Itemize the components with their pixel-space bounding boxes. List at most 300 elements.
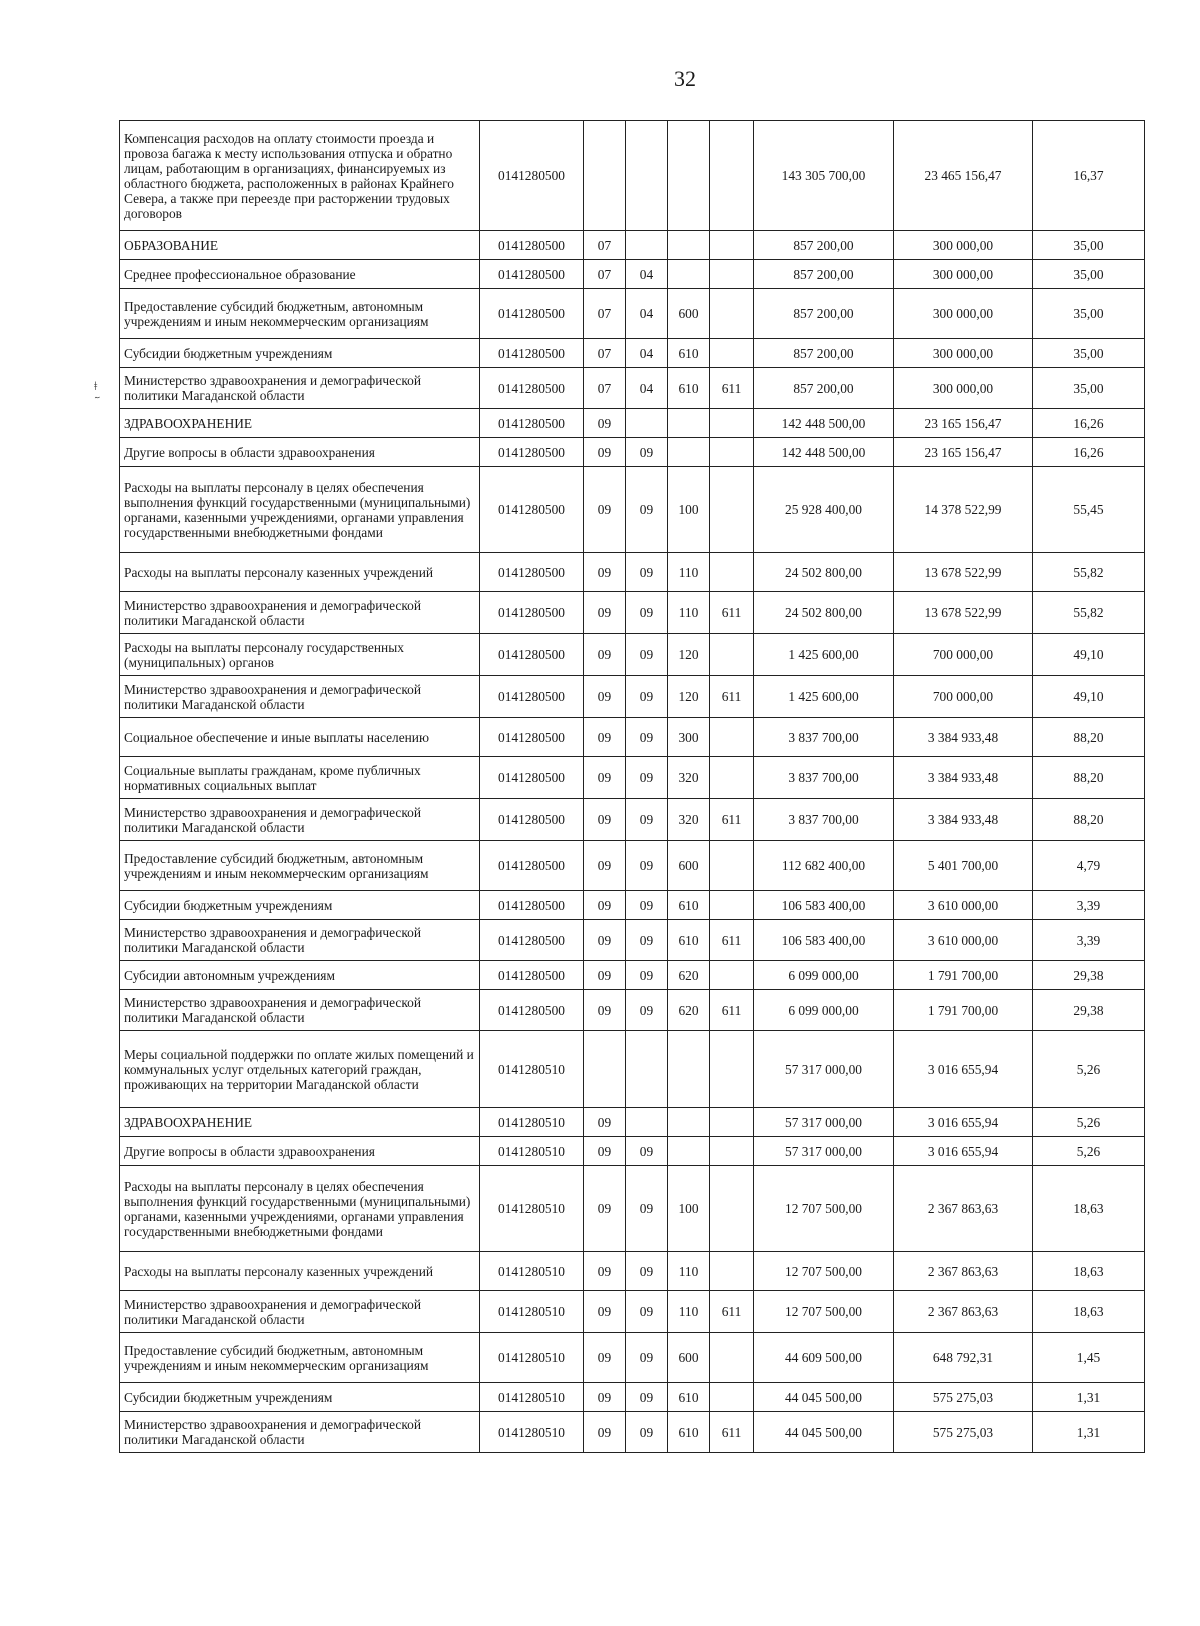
code-cell: 0141280500 (480, 676, 584, 718)
plan-amount-cell: 24 502 800,00 (754, 553, 894, 592)
name-cell: Министерство здравоохранения и демографической политики Магаданской области (120, 920, 480, 961)
fact-amount-cell: 3 384 933,48 (894, 718, 1033, 757)
fact-amount-cell: 23 465 156,47 (894, 121, 1033, 231)
expense-type-cell: 100 (668, 467, 710, 553)
fact-amount-cell: 300 000,00 (894, 260, 1033, 289)
code-cell: 0141280500 (480, 757, 584, 799)
subsection-cell: 04 (626, 260, 668, 289)
percent-cell: 5,26 (1033, 1031, 1145, 1108)
code-cell: 0141280500 (480, 467, 584, 553)
table-row (120, 1252, 1145, 1291)
section-cell: 09 (584, 592, 626, 634)
expense-type-cell (668, 409, 710, 438)
name-cell: Компенсация расходов на оплату стоимости проезда и провоза багажа к месту использования отпуска и обратно лицам, работающим в организациях, финансируемых из областного бюджета, расположенных в районах Крайнего Севера, а также при переезде при расторжении трудовых договоров (120, 121, 480, 231)
plan-amount-cell: 106 583 400,00 (754, 891, 894, 920)
plan-amount-cell: 857 200,00 (754, 339, 894, 368)
name-cell: Предоставление субсидий бюджетным, автономным учреждениям и иным некоммерческим организациям (120, 841, 480, 891)
fact-amount-cell: 13 678 522,99 (894, 592, 1033, 634)
name-cell: Министерство здравоохранения и демографической политики Магаданской области (120, 1412, 480, 1453)
code-cell: 0141280500 (480, 553, 584, 592)
percent-cell: 29,38 (1033, 990, 1145, 1031)
plan-amount-cell: 3 837 700,00 (754, 718, 894, 757)
section-cell: 09 (584, 634, 626, 676)
fact-amount-cell: 575 275,03 (894, 1383, 1033, 1412)
fact-amount-cell: 23 165 156,47 (894, 438, 1033, 467)
plan-amount-cell: 3 837 700,00 (754, 757, 894, 799)
table-row (120, 1333, 1145, 1383)
section-cell: 09 (584, 676, 626, 718)
expense-type-cell: 610 (668, 1383, 710, 1412)
section-cell: 07 (584, 289, 626, 339)
table-row (120, 368, 1145, 409)
percent-cell: 88,20 (1033, 799, 1145, 841)
section-cell: 07 (584, 260, 626, 289)
name-cell: Социальные выплаты гражданам, кроме публичных нормативных социальных выплат (120, 757, 480, 799)
name-cell: Социальное обеспечение и иные выплаты населению (120, 718, 480, 757)
fact-amount-cell: 2 367 863,63 (894, 1166, 1033, 1252)
administrator-cell (710, 757, 754, 799)
subsection-cell: 04 (626, 368, 668, 409)
administrator-cell (710, 1166, 754, 1252)
code-cell: 0141280500 (480, 339, 584, 368)
administrator-cell (710, 1137, 754, 1166)
expense-type-cell: 100 (668, 1166, 710, 1252)
administrator-cell (710, 1108, 754, 1137)
fact-amount-cell: 3 384 933,48 (894, 757, 1033, 799)
administrator-cell (710, 1252, 754, 1291)
section-cell: 09 (584, 467, 626, 553)
name-cell: Другие вопросы в области здравоохранения (120, 1137, 480, 1166)
section-cell: 09 (584, 1108, 626, 1137)
table-row (120, 1108, 1145, 1137)
code-cell: 0141280500 (480, 634, 584, 676)
percent-cell: 35,00 (1033, 289, 1145, 339)
plan-amount-cell: 857 200,00 (754, 231, 894, 260)
plan-amount-cell: 142 448 500,00 (754, 438, 894, 467)
name-cell: Министерство здравоохранения и демографической политики Магаданской области (120, 592, 480, 634)
name-cell: Министерство здравоохранения и демографической политики Магаданской области (120, 676, 480, 718)
expense-type-cell: 110 (668, 1252, 710, 1291)
expense-type-cell (668, 1137, 710, 1166)
name-cell: Министерство здравоохранения и демографической политики Магаданской области (120, 1291, 480, 1333)
table-row (120, 634, 1145, 676)
section-cell: 09 (584, 920, 626, 961)
code-cell: 0141280500 (480, 368, 584, 409)
plan-amount-cell: 857 200,00 (754, 368, 894, 409)
administrator-cell (710, 231, 754, 260)
table-row (120, 1412, 1145, 1453)
plan-amount-cell: 44 045 500,00 (754, 1412, 894, 1453)
table-row (120, 438, 1145, 467)
fact-amount-cell: 3 610 000,00 (894, 920, 1033, 961)
subsection-cell: 09 (626, 1383, 668, 1412)
expense-type-cell: 610 (668, 891, 710, 920)
table-row (120, 1137, 1145, 1166)
percent-cell: 49,10 (1033, 676, 1145, 718)
percent-cell: 4,79 (1033, 841, 1145, 891)
code-cell: 0141280510 (480, 1166, 584, 1252)
name-cell: Расходы на выплаты персоналу в целях обеспечения выполнения функций государственными (муниципальными) органами, казенными учреждениями, органами управления государственными внебюджетными фондами (120, 467, 480, 553)
name-cell: Предоставление субсидий бюджетным, автономным учреждениям и иным некоммерческим организациям (120, 1333, 480, 1383)
code-cell: 0141280500 (480, 289, 584, 339)
plan-amount-cell: 857 200,00 (754, 289, 894, 339)
code-cell: 0141280500 (480, 409, 584, 438)
section-cell (584, 1031, 626, 1108)
expense-type-cell: 320 (668, 799, 710, 841)
table-row (120, 1291, 1145, 1333)
subsection-cell: 09 (626, 920, 668, 961)
table-row (120, 1031, 1145, 1108)
expense-type-cell: 110 (668, 1291, 710, 1333)
plan-amount-cell: 12 707 500,00 (754, 1166, 894, 1252)
subsection-cell: 09 (626, 1137, 668, 1166)
table-row (120, 841, 1145, 891)
administrator-cell (710, 961, 754, 990)
subsection-cell: 09 (626, 841, 668, 891)
plan-amount-cell: 12 707 500,00 (754, 1291, 894, 1333)
percent-cell: 3,39 (1033, 891, 1145, 920)
plan-amount-cell: 112 682 400,00 (754, 841, 894, 891)
expense-type-cell: 610 (668, 368, 710, 409)
subsection-cell: 09 (626, 553, 668, 592)
code-cell: 0141280500 (480, 961, 584, 990)
subsection-cell: 09 (626, 1333, 668, 1383)
administrator-cell (710, 891, 754, 920)
plan-amount-cell: 3 837 700,00 (754, 799, 894, 841)
subsection-cell: 09 (626, 438, 668, 467)
percent-cell: 35,00 (1033, 231, 1145, 260)
administrator-cell: 611 (710, 799, 754, 841)
expense-type-cell: 110 (668, 553, 710, 592)
table-row (120, 757, 1145, 799)
table-row (120, 891, 1145, 920)
name-cell: Расходы на выплаты персоналу казенных учреждений (120, 553, 480, 592)
administrator-cell (710, 438, 754, 467)
fact-amount-cell: 700 000,00 (894, 676, 1033, 718)
table-row (120, 553, 1145, 592)
administrator-cell (710, 1383, 754, 1412)
administrator-cell (710, 1333, 754, 1383)
name-cell: Расходы на выплаты персоналу государственных (муниципальных) органов (120, 634, 480, 676)
expense-type-cell (668, 231, 710, 260)
name-cell: Субсидии бюджетным учреждениям (120, 1383, 480, 1412)
margin-mark: ǂ (94, 378, 98, 393)
table-row (120, 409, 1145, 438)
fact-amount-cell: 1 791 700,00 (894, 990, 1033, 1031)
name-cell: Другие вопросы в области здравоохранения (120, 438, 480, 467)
table-row (120, 260, 1145, 289)
subsection-cell: 09 (626, 891, 668, 920)
fact-amount-cell: 3 384 933,48 (894, 799, 1033, 841)
plan-amount-cell: 1 425 600,00 (754, 676, 894, 718)
code-cell: 0141280510 (480, 1137, 584, 1166)
percent-cell: 88,20 (1033, 757, 1145, 799)
administrator-cell: 611 (710, 1291, 754, 1333)
subsection-cell: 09 (626, 592, 668, 634)
fact-amount-cell: 700 000,00 (894, 634, 1033, 676)
percent-cell: 1,45 (1033, 1333, 1145, 1383)
percent-cell: 16,26 (1033, 409, 1145, 438)
expense-type-cell: 120 (668, 676, 710, 718)
section-cell: 09 (584, 1137, 626, 1166)
administrator-cell (710, 121, 754, 231)
code-cell: 0141280510 (480, 1333, 584, 1383)
section-cell: 09 (584, 1383, 626, 1412)
fact-amount-cell: 23 165 156,47 (894, 409, 1033, 438)
name-cell: Субсидии автономным учреждениям (120, 961, 480, 990)
code-cell: 0141280500 (480, 231, 584, 260)
code-cell: 0141280500 (480, 438, 584, 467)
table-row (120, 920, 1145, 961)
percent-cell: 5,26 (1033, 1108, 1145, 1137)
administrator-cell (710, 339, 754, 368)
table-row (120, 467, 1145, 553)
administrator-cell (710, 553, 754, 592)
code-cell: 0141280500 (480, 121, 584, 231)
fact-amount-cell: 13 678 522,99 (894, 553, 1033, 592)
percent-cell: 55,45 (1033, 467, 1145, 553)
administrator-cell (710, 718, 754, 757)
table-row (120, 231, 1145, 260)
percent-cell: 35,00 (1033, 339, 1145, 368)
section-cell: 09 (584, 757, 626, 799)
subsection-cell: 09 (626, 1252, 668, 1291)
name-cell: Субсидии бюджетным учреждениям (120, 339, 480, 368)
administrator-cell (710, 260, 754, 289)
subsection-cell (626, 231, 668, 260)
plan-amount-cell: 143 305 700,00 (754, 121, 894, 231)
name-cell: ОБРАЗОВАНИЕ (120, 231, 480, 260)
table-row (120, 990, 1145, 1031)
name-cell: Министерство здравоохранения и демографической политики Магаданской области (120, 990, 480, 1031)
percent-cell: 35,00 (1033, 368, 1145, 409)
administrator-cell (710, 289, 754, 339)
administrator-cell: 611 (710, 990, 754, 1031)
table-row (120, 676, 1145, 718)
name-cell: ЗДРАВООХРАНЕНИЕ (120, 409, 480, 438)
code-cell: 0141280510 (480, 1031, 584, 1108)
plan-amount-cell: 44 609 500,00 (754, 1333, 894, 1383)
plan-amount-cell: 57 317 000,00 (754, 1108, 894, 1137)
subsection-cell: 09 (626, 467, 668, 553)
expense-type-cell: 610 (668, 1412, 710, 1453)
section-cell: 09 (584, 409, 626, 438)
subsection-cell: 09 (626, 961, 668, 990)
subsection-cell: 04 (626, 289, 668, 339)
section-cell: 09 (584, 1333, 626, 1383)
page-number: 32 (674, 66, 696, 91)
percent-cell: 3,39 (1033, 920, 1145, 961)
subsection-cell: 09 (626, 1412, 668, 1453)
fact-amount-cell: 5 401 700,00 (894, 841, 1033, 891)
code-cell: 0141280500 (480, 260, 584, 289)
subsection-cell: 09 (626, 634, 668, 676)
administrator-cell: 611 (710, 592, 754, 634)
subsection-cell (626, 1031, 668, 1108)
section-cell: 09 (584, 1412, 626, 1453)
section-cell: 09 (584, 1291, 626, 1333)
code-cell: 0141280500 (480, 592, 584, 634)
code-cell: 0141280500 (480, 841, 584, 891)
section-cell: 07 (584, 339, 626, 368)
fact-amount-cell: 3 016 655,94 (894, 1031, 1033, 1108)
table-row (120, 339, 1145, 368)
section-cell: 07 (584, 368, 626, 409)
plan-amount-cell: 6 099 000,00 (754, 961, 894, 990)
subsection-cell: 09 (626, 718, 668, 757)
subsection-cell: 04 (626, 339, 668, 368)
plan-amount-cell: 106 583 400,00 (754, 920, 894, 961)
percent-cell: 16,26 (1033, 438, 1145, 467)
expense-type-cell (668, 260, 710, 289)
fact-amount-cell: 3 610 000,00 (894, 891, 1033, 920)
plan-amount-cell: 857 200,00 (754, 260, 894, 289)
subsection-cell: 09 (626, 1291, 668, 1333)
percent-cell: 1,31 (1033, 1383, 1145, 1412)
plan-amount-cell: 1 425 600,00 (754, 634, 894, 676)
expense-type-cell: 600 (668, 1333, 710, 1383)
fact-amount-cell: 300 000,00 (894, 339, 1033, 368)
section-cell (584, 121, 626, 231)
subsection-cell (626, 409, 668, 438)
administrator-cell: 611 (710, 920, 754, 961)
expense-type-cell: 320 (668, 757, 710, 799)
administrator-cell (710, 1031, 754, 1108)
percent-cell: 1,31 (1033, 1412, 1145, 1453)
section-cell: 09 (584, 1252, 626, 1291)
expense-type-cell: 600 (668, 841, 710, 891)
percent-cell: 55,82 (1033, 592, 1145, 634)
administrator-cell (710, 634, 754, 676)
subsection-cell: 09 (626, 757, 668, 799)
fact-amount-cell: 3 016 655,94 (894, 1137, 1033, 1166)
plan-amount-cell: 142 448 500,00 (754, 409, 894, 438)
fact-amount-cell: 300 000,00 (894, 368, 1033, 409)
subsection-cell (626, 121, 668, 231)
name-cell: Меры социальной поддержки по оплате жилых помещений и коммунальных услуг отдельных категорий граждан, проживающих на территории Магаданской области (120, 1031, 480, 1108)
subsection-cell: 09 (626, 799, 668, 841)
percent-cell: 18,63 (1033, 1252, 1145, 1291)
name-cell: Субсидии бюджетным учреждениям (120, 891, 480, 920)
subsection-cell: 09 (626, 676, 668, 718)
code-cell: 0141280510 (480, 1383, 584, 1412)
plan-amount-cell: 6 099 000,00 (754, 990, 894, 1031)
plan-amount-cell: 57 317 000,00 (754, 1137, 894, 1166)
section-cell: 09 (584, 438, 626, 467)
section-cell: 09 (584, 891, 626, 920)
fact-amount-cell: 575 275,03 (894, 1412, 1033, 1453)
subsection-cell: 09 (626, 990, 668, 1031)
administrator-cell: 611 (710, 368, 754, 409)
plan-amount-cell: 24 502 800,00 (754, 592, 894, 634)
fact-amount-cell: 3 016 655,94 (894, 1108, 1033, 1137)
table-row (120, 799, 1145, 841)
plan-amount-cell: 25 928 400,00 (754, 467, 894, 553)
percent-cell: 29,38 (1033, 961, 1145, 990)
name-cell: Министерство здравоохранения и демографической политики Магаданской области (120, 799, 480, 841)
section-cell: 09 (584, 718, 626, 757)
name-cell: ЗДРАВООХРАНЕНИЕ (120, 1108, 480, 1137)
table-row (120, 592, 1145, 634)
section-cell: 09 (584, 841, 626, 891)
code-cell: 0141280510 (480, 1291, 584, 1333)
percent-cell: 88,20 (1033, 718, 1145, 757)
administrator-cell (710, 841, 754, 891)
expense-type-cell (668, 438, 710, 467)
code-cell: 0141280510 (480, 1252, 584, 1291)
expense-type-cell: 610 (668, 920, 710, 961)
fact-amount-cell: 2 367 863,63 (894, 1252, 1033, 1291)
expense-type-cell: 300 (668, 718, 710, 757)
section-cell: 09 (584, 799, 626, 841)
expense-type-cell (668, 121, 710, 231)
code-cell: 0141280510 (480, 1412, 584, 1453)
table-row (120, 718, 1145, 757)
plan-amount-cell: 57 317 000,00 (754, 1031, 894, 1108)
code-cell: 0141280500 (480, 891, 584, 920)
name-cell: Расходы на выплаты персоналу в целях обеспечения выполнения функций государственными (муниципальными) органами, казенными учреждениями, органами управления государственными внебюджетными фондами (120, 1166, 480, 1252)
expense-type-cell: 620 (668, 961, 710, 990)
administrator-cell: 611 (710, 1412, 754, 1453)
table-row (120, 121, 1145, 231)
name-cell: Среднее профессиональное образование (120, 260, 480, 289)
code-cell: 0141280500 (480, 990, 584, 1031)
percent-cell: 35,00 (1033, 260, 1145, 289)
table-row (120, 1383, 1145, 1412)
section-cell: 07 (584, 231, 626, 260)
section-cell: 09 (584, 553, 626, 592)
plan-amount-cell: 12 707 500,00 (754, 1252, 894, 1291)
section-cell: 09 (584, 961, 626, 990)
percent-cell: 18,63 (1033, 1291, 1145, 1333)
plan-amount-cell: 44 045 500,00 (754, 1383, 894, 1412)
administrator-cell: 611 (710, 676, 754, 718)
code-cell: 0141280510 (480, 1108, 584, 1137)
subsection-cell (626, 1108, 668, 1137)
administrator-cell (710, 467, 754, 553)
code-cell: 0141280500 (480, 718, 584, 757)
expense-type-cell: 620 (668, 990, 710, 1031)
percent-cell: 18,63 (1033, 1166, 1145, 1252)
subsection-cell: 09 (626, 1166, 668, 1252)
fact-amount-cell: 648 792,31 (894, 1333, 1033, 1383)
name-cell: Предоставление субсидий бюджетным, автономным учреждениям и иным некоммерческим организациям (120, 289, 480, 339)
fact-amount-cell: 1 791 700,00 (894, 961, 1033, 990)
fact-amount-cell: 300 000,00 (894, 289, 1033, 339)
fact-amount-cell: 2 367 863,63 (894, 1291, 1033, 1333)
percent-cell: 49,10 (1033, 634, 1145, 676)
fact-amount-cell: 14 378 522,99 (894, 467, 1033, 553)
percent-cell: 55,82 (1033, 553, 1145, 592)
name-cell: Расходы на выплаты персоналу казенных учреждений (120, 1252, 480, 1291)
expense-type-cell (668, 1031, 710, 1108)
budget-table (119, 120, 1145, 1453)
administrator-cell (710, 409, 754, 438)
expense-type-cell: 120 (668, 634, 710, 676)
table-row (120, 1166, 1145, 1252)
table-row (120, 289, 1145, 339)
code-cell: 0141280500 (480, 799, 584, 841)
expense-type-cell: 610 (668, 339, 710, 368)
section-cell: 09 (584, 990, 626, 1031)
percent-cell: 16,37 (1033, 121, 1145, 231)
expense-type-cell (668, 1108, 710, 1137)
code-cell: 0141280500 (480, 920, 584, 961)
expense-type-cell: 110 (668, 592, 710, 634)
table-row (120, 961, 1145, 990)
fact-amount-cell: 300 000,00 (894, 231, 1033, 260)
name-cell: Министерство здравоохранения и демографической политики Магаданской области (120, 368, 480, 409)
